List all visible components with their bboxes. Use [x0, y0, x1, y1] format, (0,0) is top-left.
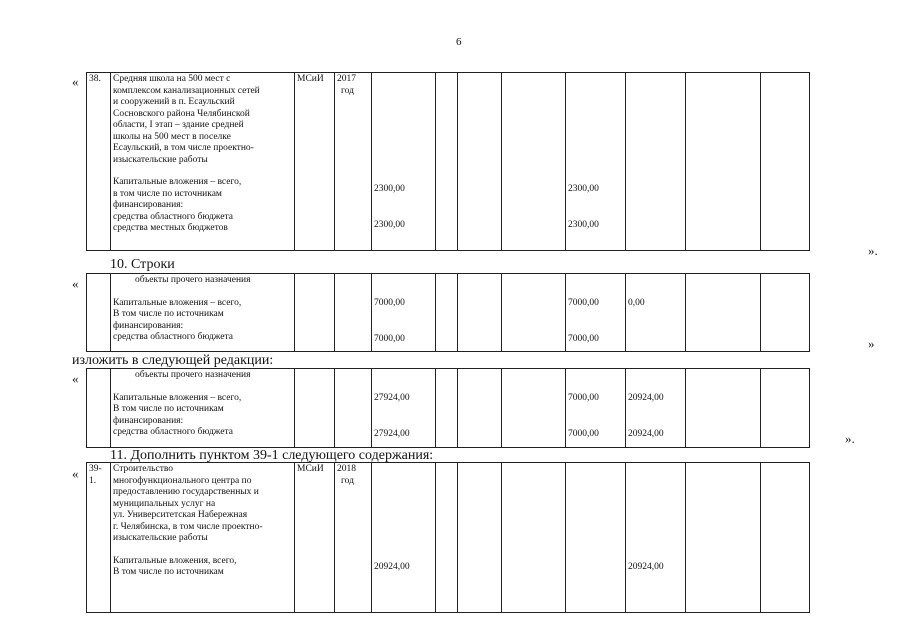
- year-value-cell: 7000,00 7000,00: [566, 274, 626, 352]
- year-value-cell: 7000,00 7000,00: [566, 369, 626, 448]
- section-heading-replace: изложить в следующей редакции:: [72, 353, 274, 368]
- total-cell: 7000,00 7000,00: [372, 274, 436, 352]
- table-other-objects-old: [86, 273, 810, 352]
- organization-cell: МСиИ: [295, 463, 335, 613]
- table-other-objects-new: [86, 368, 810, 448]
- row-number: 38.: [87, 73, 111, 251]
- total-cell: 20924,00: [372, 463, 436, 613]
- extra-value-cell: 0,00: [626, 274, 686, 352]
- item-description: объекты прочего назначения Капитальные вложения – всего, В том числе по источникам финансирования: средства областного бюджета: [111, 369, 295, 448]
- year-value-cell: 2300,00 2300,00: [566, 73, 626, 251]
- extra-value-cell: 20924,00: [626, 463, 686, 613]
- open-quote: «: [72, 74, 79, 89]
- table-item-38: [86, 72, 810, 251]
- open-quote: «: [72, 466, 79, 481]
- row-number: 39-1.: [87, 463, 111, 613]
- table-item-39-1: [86, 462, 810, 613]
- section-heading-10: 10. Строки: [110, 257, 175, 272]
- close-quote: ».: [868, 243, 878, 258]
- total-cell: 2300,00 2300,00: [372, 73, 436, 251]
- total-cell: 27924,00 27924,00: [372, 369, 436, 448]
- extra-value-cell: 20924,00 20924,00: [626, 369, 686, 448]
- open-quote: «: [72, 276, 79, 291]
- item-description: объекты прочего назначения Капитальные вложения – всего, В том числе по источникам финансирования: средства областного бюджета: [111, 274, 295, 352]
- year-cell: 2017 год: [335, 73, 372, 251]
- close-quote: ».: [845, 431, 855, 446]
- item-description: Строительство многофункционального центра по предоставлению государственных и муниципальных услуг на ул. Университетская Набережная г. Челябинска, в том числе проектно- изыскательские работы Капитальные вложения, всего, В том числе по источникам: [111, 463, 295, 613]
- page-number: 6: [456, 36, 462, 48]
- year-cell: 2018 год: [335, 463, 372, 613]
- organization-cell: МСиИ: [295, 73, 335, 251]
- open-quote: «: [72, 371, 79, 386]
- section-heading-11: 11. Дополнить пунктом 39-1 следующего содержания:: [110, 448, 434, 463]
- item-description: Средняя школа на 500 мест с комплексом канализационных сетей и сооружений в п. Есаульский Сосновского района Челябинской области, I этап – здание средней школы на 500 мест в поселке Есаульский, в том числе проектно- изыскательские работы Капитальные вложения – всего, в том числе по источникам финансирования: средства областного бюджета средства местных бюджетов: [111, 73, 295, 251]
- close-quote: »: [868, 336, 875, 351]
